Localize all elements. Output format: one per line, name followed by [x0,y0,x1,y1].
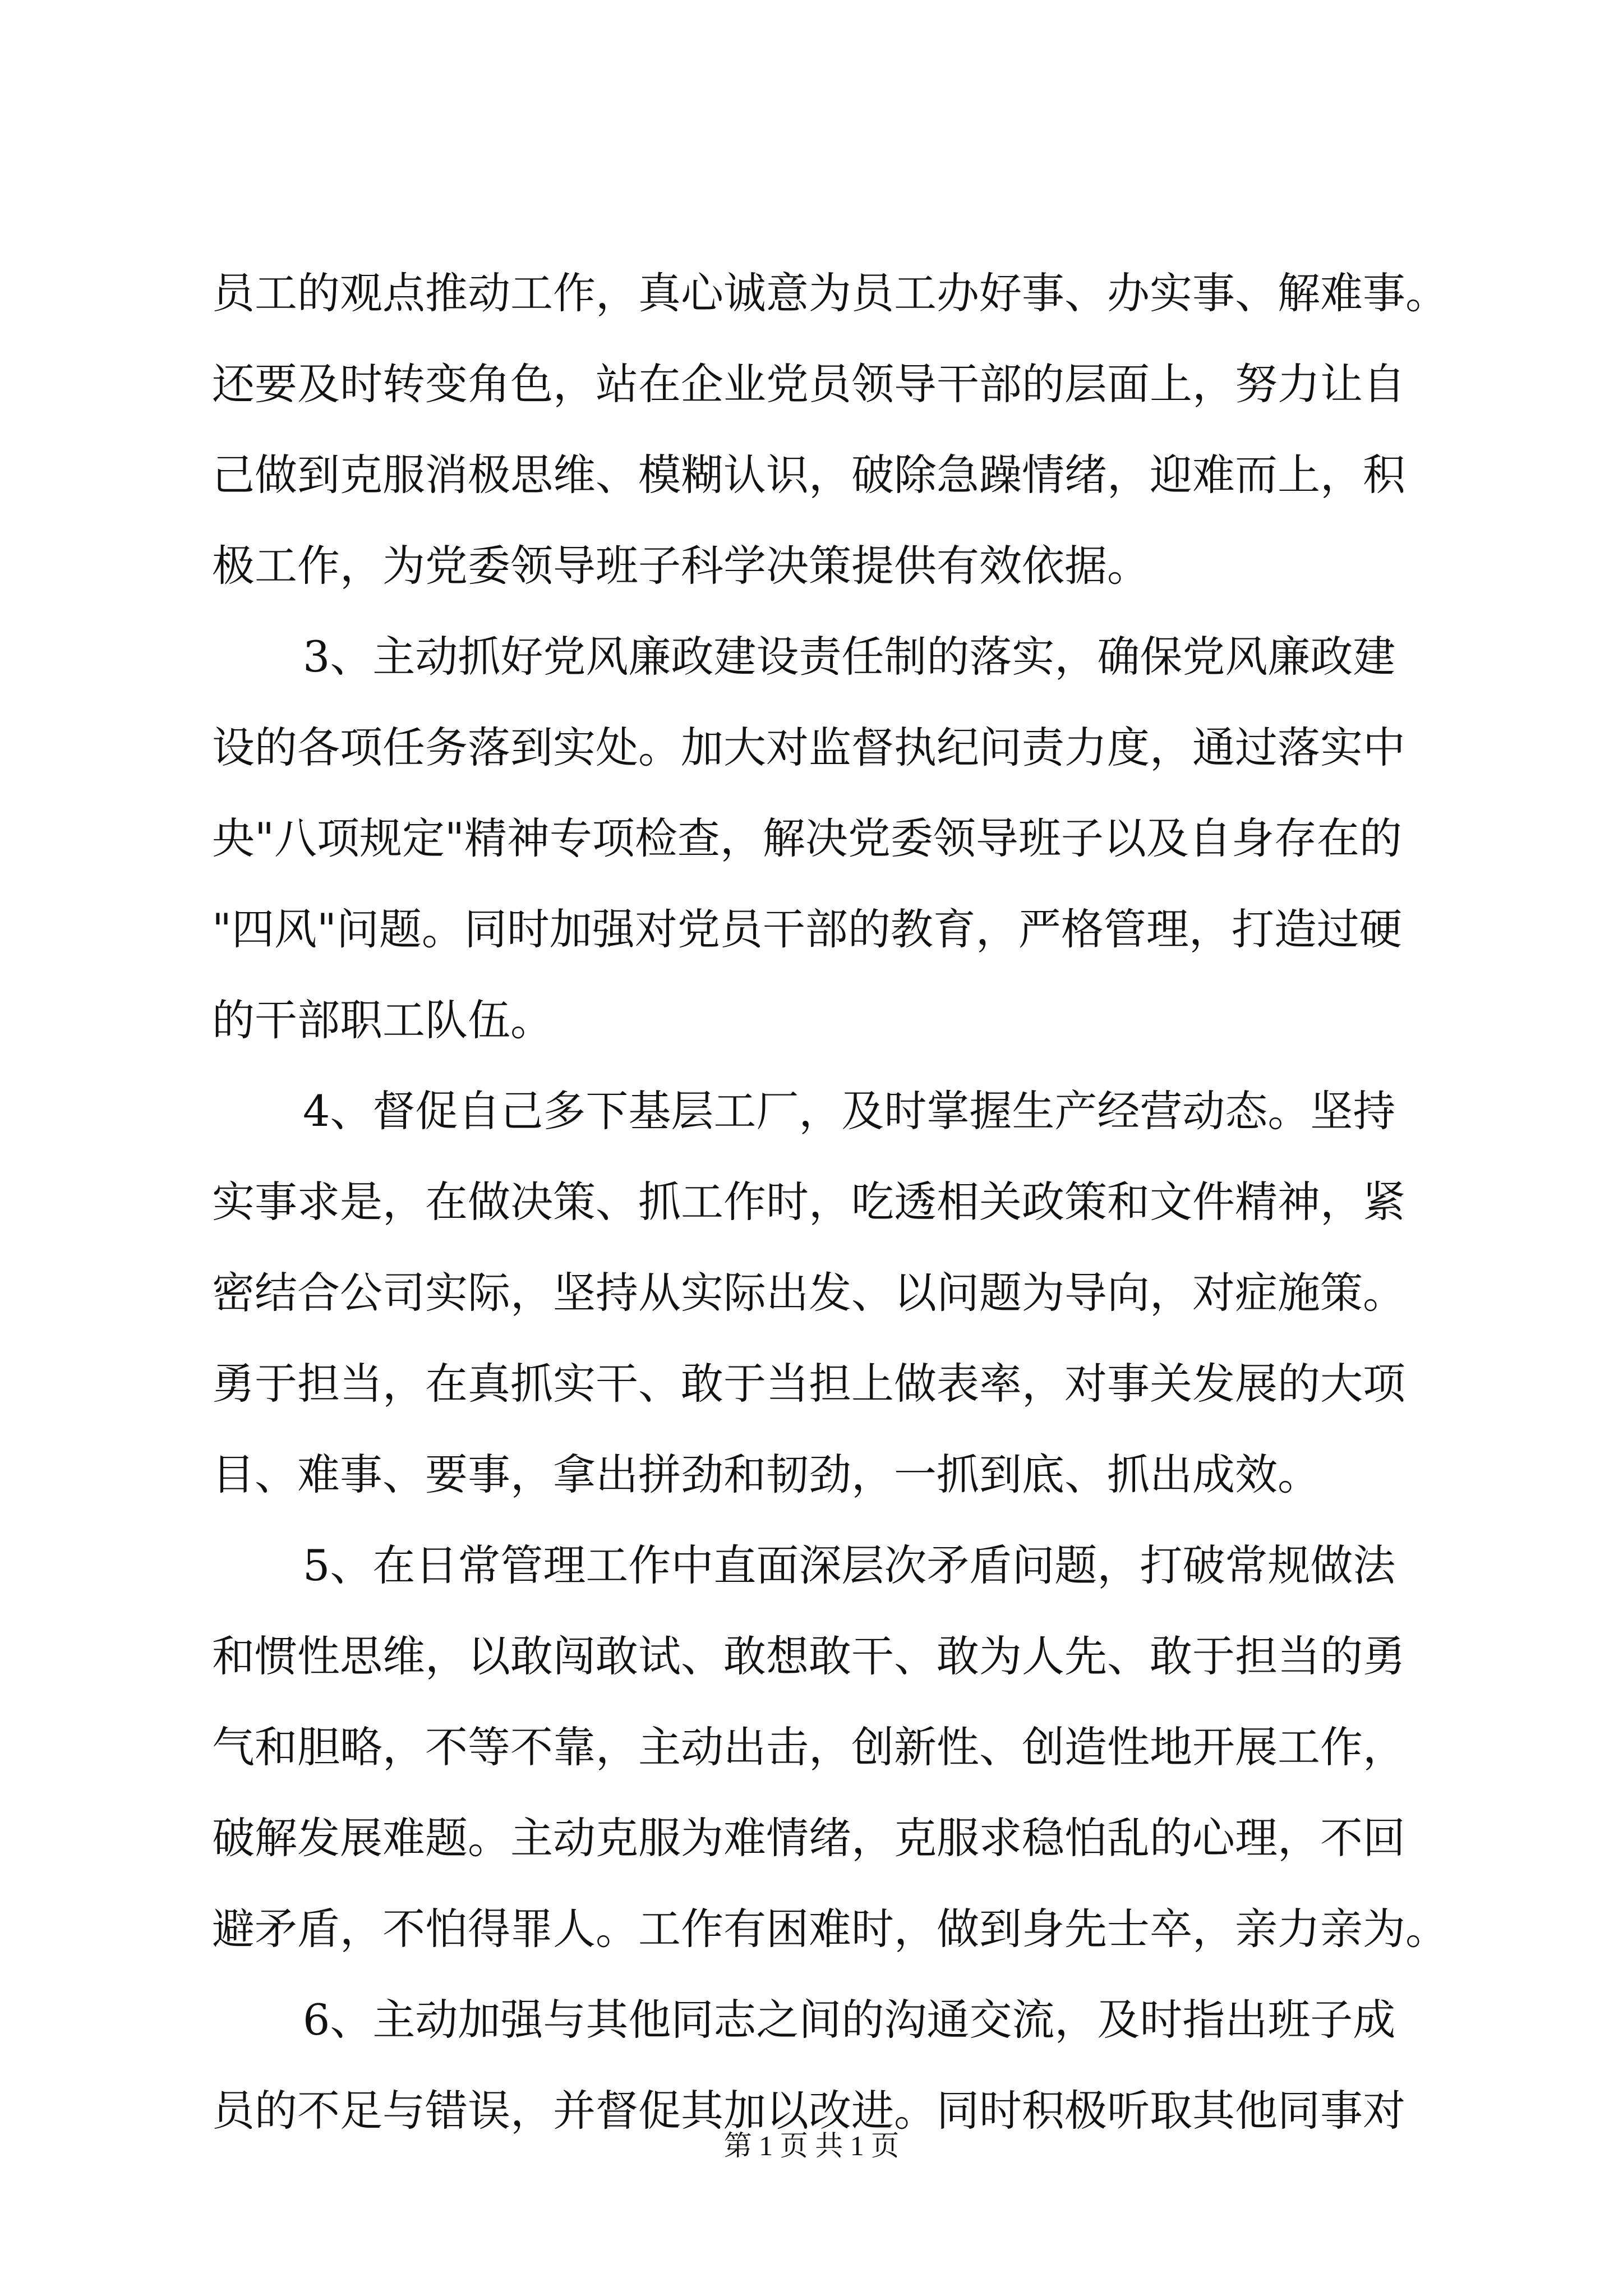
text-line: 实事求是，在做决策、抓工作时，吃透相关政策和文件精神，紧 [212,1177,1405,1227]
paragraph-4-first-line: 4、督促自己多下基层工厂，及时掌握生产经营动态。坚持 [303,1086,1396,1136]
text-line: "四风"问题。同时加强对党员干部的教育，严格管理，打造过硬 [212,904,1402,954]
text-line: 己做到克服消极思维、模糊认识，破除急躁情绪，迎难而上，积 [212,450,1405,500]
text-line: 密结合公司实际，坚持从实际出发、以问题为导向，对症施策。 [212,1268,1405,1318]
text-line: 气和胆略，不等不靠，主动出击，创新性、创造性地开展工作， [212,1722,1405,1772]
text-line: 极工作，为党委领导班子科学决策提供有效依据。 [212,541,1150,591]
text-line: 员的不足与错误，并督促其加以改进。同时积极听取其他同事对 [212,2086,1405,2136]
text-line: 勇于担当，在真抓实干、敢于当担上做表率，对事关发展的大项 [212,1359,1405,1409]
paragraph-3-first-line: 3、主动抓好党风廉政建设责任制的落实，确保党风廉政建 [303,632,1396,682]
paragraph-6-first-line: 6、主动加强与其他同志之间的沟通交流，及时指出班子成 [303,1995,1396,2045]
text-line: 和惯性思维，以敢闯敢试、敢想敢干、敢为人先、敢于担当的勇 [212,1631,1405,1681]
text-line: 还要及时转变角色，站在企业党员领导干部的层面上，努力让自 [212,359,1405,409]
text-line: 央"八项规定"精神专项检查，解决党委领导班子以及自身存在的 [212,813,1402,863]
text-line: 破解发展难题。主动克服为难情绪，克服求稳怕乱的心理，不回 [212,1813,1405,1863]
page-footer: 第 1 页 共 1 页 [723,2130,900,2161]
text-line: 员工的观点推动工作，真心诚意为员工办好事、办实事、解难事。 [212,268,1448,318]
text-line: 的干部职工队伍。 [212,995,553,1045]
paragraph-5-first-line: 5、在日常管理工作中直面深层次矛盾问题，打破常规做法 [303,1540,1396,1590]
text-line: 目、难事、要事，拿出拼劲和韧劲，一抓到底、抓出成效。 [212,1450,1320,1499]
text-line: 避矛盾，不怕得罪人。工作有困难时，做到身先士卒，亲力亲为。 [212,1904,1448,1954]
text-line: 设的各项任务落到实处。加大对监督执纪问责力度，通过落实中 [212,723,1405,772]
